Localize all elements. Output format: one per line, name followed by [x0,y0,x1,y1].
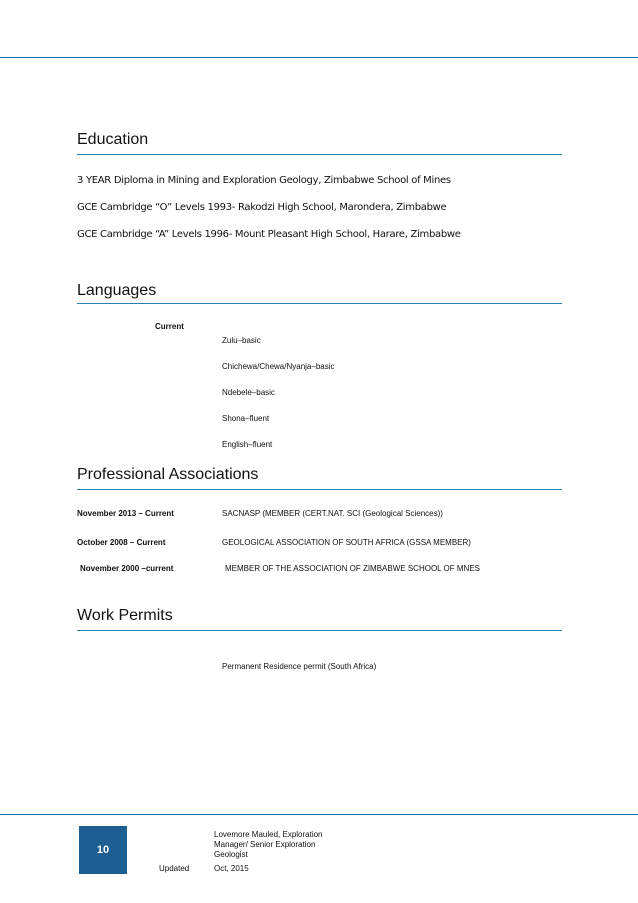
footer-author-line: Lovemore Mauled, Exploration [214,830,323,839]
work-permits-rule [77,630,562,631]
association-date: November 2013 – Current [77,509,174,518]
footer-updated-label: Updated [159,864,190,873]
education-heading: Education [77,131,149,148]
education-line-3: GCE Cambridge “A” Levels 1996- Mount Pleasant High School, Harare, Zimbabwe [77,229,461,240]
association-date: October 2008 – Current [77,538,166,547]
association-description: GEOLOGICAL ASSOCIATION OF SOUTH AFRICA (GSSA MEMBER) [222,538,471,547]
languages-rule [77,303,562,304]
language-item: English–fluent [222,440,273,449]
languages-current-label: Current [155,322,184,331]
language-item: Chichewa/Chewa/Nyanja–basic [222,362,335,371]
associations-rule [77,489,562,490]
language-item: Ndebele–basic [222,388,275,397]
associations-heading: Professional Associations [77,466,259,483]
bottom-rule [0,814,638,815]
footer-author-line: Geologist [214,850,248,859]
association-date: November 2000 –current [80,564,174,573]
education-rule [77,154,562,155]
association-description: MEMBER OF THE ASSOCIATION OF ZIMBABWE SCHOOL OF MNES [225,564,480,573]
footer-updated-date: Oct, 2015 [214,864,249,873]
page-number-box [79,826,127,874]
languages-heading: Languages [77,282,157,299]
education-line-1: 3 YEAR Diploma in Mining and Exploration Geology, Zimbabwe School of Mines [77,175,451,186]
language-item: Zulu–basic [222,336,261,345]
work-permits-heading: Work Permits [77,607,173,624]
footer-author [214,830,354,860]
footer-author-line: Manager/ Senior Exploration [214,840,316,849]
association-description: SACNASP (MEMBER (CERT.NAT. SCI (Geological Sciences)) [222,509,443,518]
education-line-2: GCE Cambridge “O” Levels 1993- Rakodzi High School, Marondera, Zimbabwe [77,202,447,213]
top-rule [0,57,638,58]
page-number: 10 [96,844,110,856]
language-item: Shona–fluent [222,414,270,423]
work-permit-item: Permanent Residence permit (South Africa) [222,662,377,671]
